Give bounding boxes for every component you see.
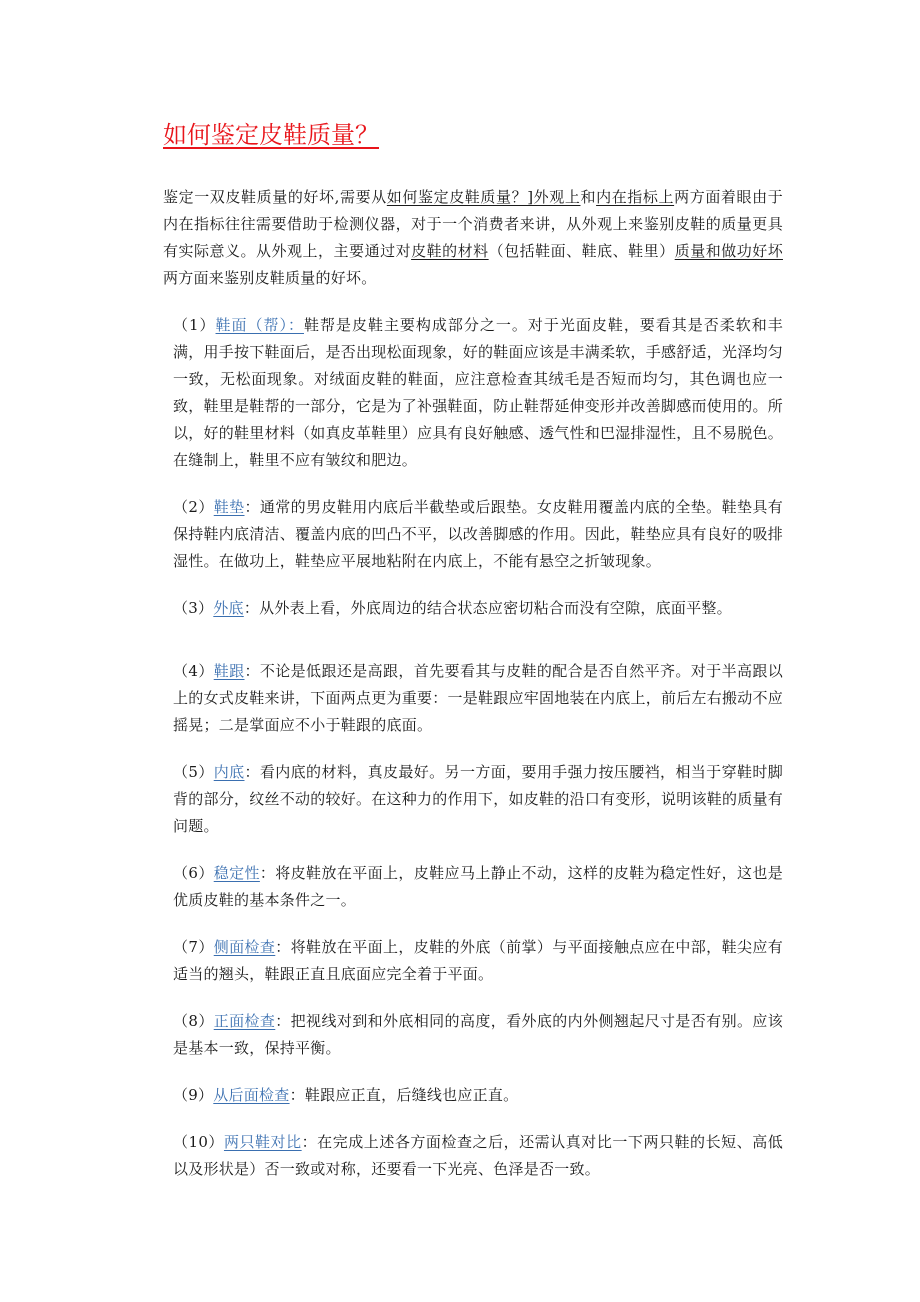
item-text: ：不论是低跟还是高跟，首先要看其与皮鞋的配合是否自然平齐。对于半高跟以上的女式皮鞋来讲，下面两点更为重要：一是鞋跟应牢固地装在内底上，前后左右搬动不应摇晃；二是掌面应不小于鞋跟的底面。 bbox=[173, 662, 784, 734]
intro-text-4: （包括鞋面、鞋底、鞋里） bbox=[488, 242, 675, 260]
item-term-link[interactable]: 鞋垫 bbox=[213, 498, 245, 516]
list-item bbox=[163, 860, 783, 914]
item-term-link[interactable]: 侧面检查 bbox=[213, 938, 276, 956]
intro-text-3: 两方面着眼由于内在指标往往需要借助于检测仪器，对于一个消费者来讲，从外观上来鉴别皮鞋的质量更具有实际意义。从外观上，主要通过对 bbox=[163, 188, 783, 260]
item-text: ：把视线对到和外底相同的高度，看外底的内外侧翘起尺寸是否有别。应该是基本一致，保持平衡。 bbox=[173, 1012, 783, 1057]
list-item bbox=[163, 759, 783, 840]
intro-link-shoe-material[interactable]: 皮鞋的材料 bbox=[411, 242, 489, 260]
list-item bbox=[163, 312, 783, 474]
intro-text-1: 鉴定一双皮鞋质量的好坏,需要从 bbox=[163, 188, 387, 206]
item-text: ：在完成上述各方面检查之后，还需认真对比一下两只鞋的长短、高低以及形状是）否一致或对称，还要看一下光亮、色泽是否一致。 bbox=[173, 1133, 783, 1178]
list-item bbox=[163, 595, 783, 622]
intro-paragraph bbox=[163, 184, 783, 292]
item-text: ：看内底的材料，真皮最好。另一方面，要用手强力按压腰裆，相当于穿鞋时脚背的部分，纹丝不动的较好。在这种力的作用下，如皮鞋的沿口有变形，说明该鞋的质量有问题。 bbox=[173, 763, 784, 835]
intro-text-5: 两方面来鉴别皮鞋质量的好坏。 bbox=[163, 269, 377, 287]
item-term-link[interactable]: 鞋面（帮）： bbox=[215, 316, 304, 334]
list-item bbox=[163, 1008, 783, 1062]
item-number: （5） bbox=[173, 763, 214, 781]
item-term-link[interactable]: 外底 bbox=[213, 599, 244, 617]
item-text: ：鞋跟应正直，后缝线也应正直。 bbox=[289, 1086, 519, 1104]
item-text: ：将皮鞋放在平面上，皮鞋应马上静止不动，这样的皮鞋为稳定性好，这也是优质皮鞋的基本条件之一。 bbox=[173, 864, 783, 909]
intro-link-appearance[interactable]: 如何鉴定皮鞋质量？]外观上 bbox=[386, 188, 581, 206]
item-term-link[interactable]: 正面检查 bbox=[213, 1012, 276, 1030]
item-term-link[interactable]: 从后面检查 bbox=[213, 1086, 290, 1104]
item-number: （2） bbox=[173, 498, 214, 516]
page-title bbox=[163, 118, 783, 152]
intro-link-quality-workmanship[interactable]: 质量和做功好坏 bbox=[674, 242, 783, 260]
document-page bbox=[163, 118, 783, 1183]
item-number: （7） bbox=[173, 938, 214, 956]
item-number: （8） bbox=[173, 1012, 214, 1030]
item-term-link[interactable]: 稳定性 bbox=[213, 864, 260, 882]
title-text: 如何鉴定皮鞋质量？ bbox=[163, 121, 379, 149]
list-item bbox=[163, 934, 783, 988]
list-item bbox=[163, 494, 783, 575]
intro-text-2: 和 bbox=[580, 188, 597, 206]
list-item bbox=[163, 1129, 783, 1183]
item-text: ：将鞋放在平面上，皮鞋的外底（前掌）与平面接触点应在中部，鞋尖应有适当的翘头，鞋跟正直且底面应完全着于平面。 bbox=[173, 938, 783, 983]
item-term-link[interactable]: 两只鞋对比 bbox=[223, 1133, 302, 1151]
item-number: （3） bbox=[173, 599, 214, 617]
item-number: （4） bbox=[173, 662, 214, 680]
item-term-link[interactable]: 内底 bbox=[213, 763, 245, 781]
item-text: ：通常的男皮鞋用内底后半截垫或后跟垫。女皮鞋用覆盖内底的全垫。鞋垫具有保持鞋内底清洁、覆盖内底的凹凸不平，以改善脚感的作用。因此，鞋垫应具有良好的吸排湿性。在做功上，鞋垫应平展地粘附在内底上，不能有悬空之折皱现象。 bbox=[173, 498, 784, 570]
list-item bbox=[163, 1082, 783, 1109]
item-term-link[interactable]: 鞋跟 bbox=[213, 662, 245, 680]
item-number: （9） bbox=[173, 1086, 214, 1104]
item-text: 鞋帮是皮鞋主要构成部分之一。对于光面皮鞋，要看其是否柔软和丰满，用手按下鞋面后，是否出现松面现象，好的鞋面应该是丰满柔软，手感舒适，光泽均匀一致，无松面现象。对绒面皮鞋的鞋面，应注意检查其绒毛是否短而均匀，其色调也应一致，鞋里是鞋帮的一部分，它是为了补强鞋面，防止鞋帮延伸变形并改善脚感而使用的。所以，好的鞋里材料（如真皮革鞋里）应具有良好触感、透气性和巴湿排湿性，且不易脱色。在缝制上，鞋里不应有皱纹和肥边。 bbox=[173, 316, 784, 469]
intro-link-internal-index[interactable]: 内在指标上 bbox=[596, 188, 675, 206]
item-number: （1） bbox=[173, 316, 216, 334]
item-number: （6） bbox=[173, 864, 214, 882]
item-text: ：从外表上看，外底周边的结合状态应密切粘合而没有空隙，底面平整。 bbox=[243, 599, 732, 617]
item-number: （10） bbox=[173, 1133, 224, 1151]
list-item bbox=[163, 658, 783, 739]
